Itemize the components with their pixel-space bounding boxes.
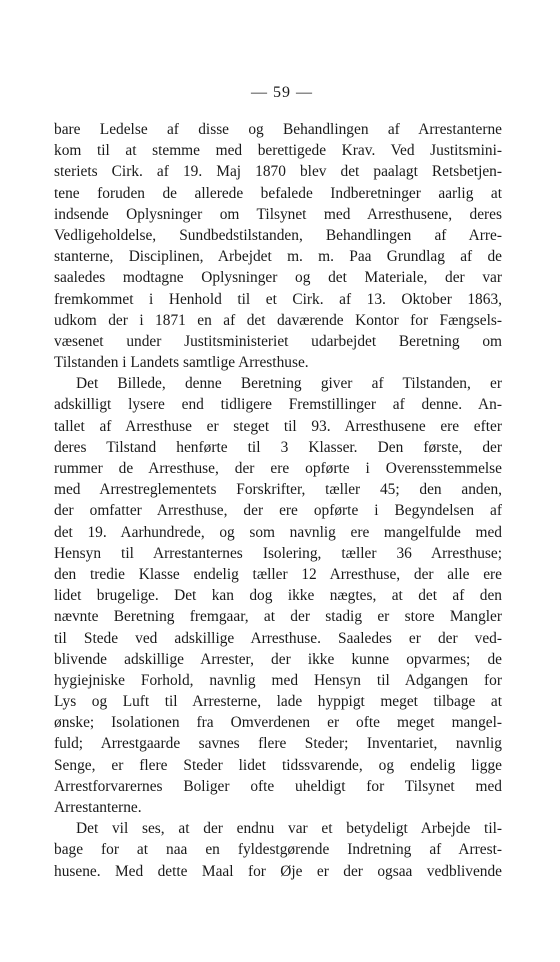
text-line: der omfatter Arresthuse, der ere opførte i Begyndelsen af <box>54 502 502 520</box>
text-line: ønske; Isolationen fra Omverdenen er ofte meget mangel- <box>54 714 502 732</box>
text-line: Hensyn til Arrestanternes Isolering, tæller 36 Arresthuse; <box>54 544 502 562</box>
body-text <box>54 119 502 882</box>
text-line: Lys og Luft til Arresterne, lade hyppigt meget tilbage at <box>54 693 502 711</box>
text-line: Vedligeholdelse, Sundbedstilstanden, Behandlingen af Arre- <box>54 226 502 244</box>
text-line: fremkommet i Henhold til et Cirk. af 13. Oktober 1863, <box>54 290 502 308</box>
book-page <box>54 84 502 882</box>
text-line: bage for at naa en fyldestgørende Indretning af Arrest- <box>54 841 502 859</box>
text-line: udkom der i 1871 en af det daværende Kontor for Fængsels- <box>54 311 502 329</box>
text-line: deres Tilstand henførte til 3 Klasser. Den første, der <box>54 438 502 456</box>
paragraph <box>54 373 502 818</box>
paragraph <box>54 119 502 373</box>
text-line: væsenet under Justitsministeriet udarbejdet Beretning om <box>54 332 502 350</box>
text-line: til Stede ved adskillige Arresthuse. Saaledes er der ved- <box>54 629 502 647</box>
text-line: husene. Med dette Maal for Øje er der ogsaa vedblivende <box>54 862 502 880</box>
text-line: kom til at stemme med berettigede Krav. Ved Justitsmini- <box>54 142 502 160</box>
text-line: tallet af Arresthuse er steget til 93. Arresthusene ere efter <box>54 417 502 435</box>
text-line: stanterne, Disciplinen, Arbejdet m. m. Paa Grundlag af de <box>54 248 502 266</box>
text-line: med Arrestreglementets Forskrifter, tæller 45; den anden, <box>54 481 502 499</box>
text-line: rummer de Arresthuse, der ere opførte i Overensstemmelse <box>54 460 502 477</box>
text-line: Tilstanden i Landets samtlige Arresthuse. <box>54 354 309 372</box>
text-line: steriets Cirk. af 19. Maj 1870 blev det paalagt Retsbetjen- <box>54 163 502 181</box>
text-line: Det Billede, denne Beretning giver af Tilstanden, er <box>76 375 502 393</box>
text-line: Det vil ses, at der endnu var et betydeligt Arbejde til- <box>76 820 502 838</box>
text-line: lidet brugelige. Det kan dog ikke nægtes, at det af den <box>54 587 502 605</box>
text-line: Arrestforvarernes Boliger ofte uheldigt for Tilsynet med <box>54 777 502 795</box>
paragraph <box>54 818 502 882</box>
text-line: hygiejniske Forhold, navnlig med Hensyn til Adgangen for <box>54 671 502 689</box>
text-line: Arrestanterne. <box>54 799 142 816</box>
text-line: fuld; Arrestgaarde savnes flere Steder; Inventariet, navnlig <box>54 735 502 753</box>
text-line: bare Ledelse af disse og Behandlingen af Arrestanterne <box>54 121 502 138</box>
text-line: Senge, er flere Steder lidet tidssvarende, og endelig ligge <box>54 756 502 774</box>
text-line: indsende Oplysninger om Tilsynet med Arresthusene, deres <box>54 205 502 223</box>
text-line: saaledes modtagne Oplysninger og det Materiale, der var <box>54 269 502 287</box>
page-number: — 59 — <box>251 84 313 101</box>
text-line: tene foruden de allerede befalede Indberetninger aarlig at <box>54 184 502 202</box>
text-line: blivende adskillige Arrester, der ikke kunne opvarmes; de <box>54 650 502 668</box>
text-line: nævnte Beretning fremgaar, at der stadig er store Mangler <box>54 608 502 626</box>
text-line: det 19. Aarhundrede, og som navnlig ere mangelfulde med <box>54 523 502 541</box>
text-line: den tredie Klasse endelig tæller 12 Arresthuse, der alle ere <box>54 565 502 583</box>
text-line: adskilligt lysere end tidligere Fremstillinger af denne. An- <box>54 396 502 414</box>
